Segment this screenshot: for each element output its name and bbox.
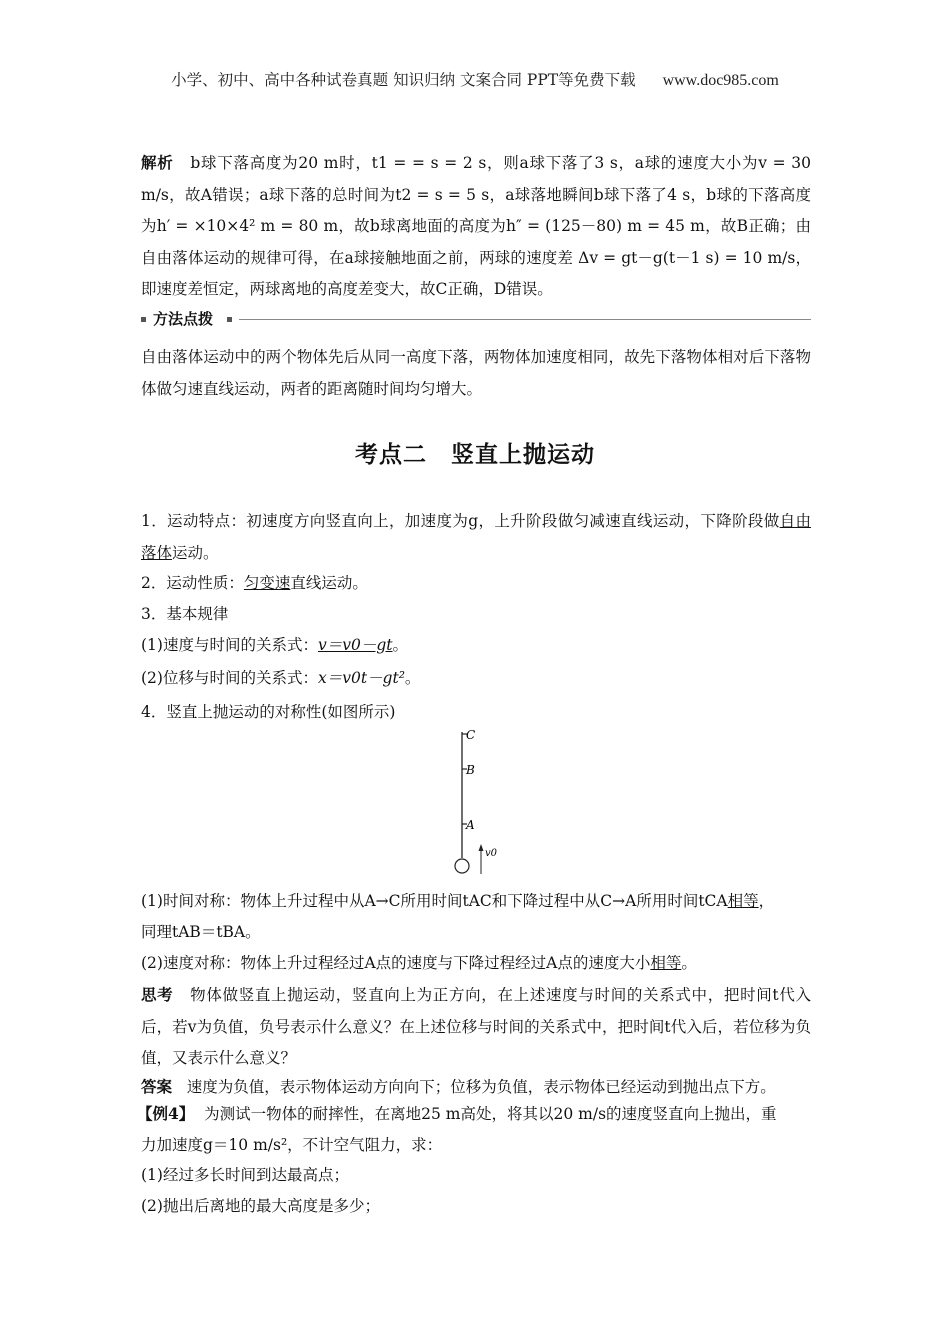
think-label: 思考 [141, 985, 174, 1004]
analysis-text-1: b球下落高度为20 m时，t1 = = s = 2 s，则a球下落了3 s，a球的速度大小为v = 30 m/s，故A错误； [141, 154, 812, 204]
method-text: 自由落体运动中的两个物体先后从同一高度下落，两物体加速度相同，故先下落物体相对后下落物体做匀速直线运动，两者的距离随时间均匀增大。 [141, 348, 811, 398]
analysis-label: 解析 [141, 153, 174, 172]
think-paragraph [141, 979, 811, 1075]
speed-symmetry-blank: 相等 [650, 954, 682, 972]
item-4: 4．竖直上抛运动的对称性(如图所示) [141, 703, 396, 721]
point-b-label: B [466, 763, 475, 777]
velocity-formula: v＝v0－gt [317, 636, 393, 654]
time-symmetry-cont: 同理tAB＝tBA。 [141, 923, 261, 941]
analysis-paragraph [141, 147, 811, 306]
speed-symmetry [141, 951, 697, 973]
item-2-blank: 匀变速 [243, 574, 291, 592]
formula-label: (2)位移与时间的关系式： [141, 669, 318, 687]
vertical-throw-diagram [440, 724, 520, 880]
analysis-text-2: a球下落的总时间为t2 = s = 5 s，a球落地瞬间b球下落了4 s，b球的下落高度为h′ = ×10×4² m = 80 m，故b球离地面的高度为h″ = (125－80) m = 45 m，故B正确； [141, 185, 811, 235]
punct: 。 [392, 636, 409, 654]
point-c-label: C [466, 728, 476, 742]
header-text: 小学、初中、高中各种试卷真题 知识归纳 文案合同 PPT等免费下载 [171, 71, 636, 89]
section-title: 考点二 竖直上抛运动 [355, 442, 595, 468]
answer-label: 答案 [141, 1077, 173, 1096]
item-2-end: 直线运动。 [290, 574, 368, 592]
item-2-text: 2．运动性质： [141, 574, 244, 592]
method-title: 方法点拨 [153, 308, 217, 329]
square-bullet-icon [141, 317, 146, 322]
item-1-text: 1．运动特点：初速度方向竖直向上，加速度为g，上升阶段做匀减速直线运动，下降阶段做 [141, 512, 780, 530]
time-symmetry-text: (1)时间对称：物体上升过程中从A→C所用时间tAC和下降过程中从C→A所用时间tCA [141, 892, 728, 910]
think-text: 物体做竖直上抛运动，竖直向上为正方向，在上述速度与时间的关系式中，把时间t代入后，若v为负值，负号表示什么意义？在上述位移与时间的关系式中，把时间t代入后，若位移为负值，又表示什么意义？ [141, 986, 812, 1067]
square-bullet-icon [227, 317, 232, 322]
point-a-label: A [466, 818, 475, 832]
time-symmetry [141, 889, 774, 911]
displacement-formula: x＝v0t－gt² [317, 669, 405, 687]
time-symmetry-blank: 相等 [727, 892, 759, 910]
item-3-1 [141, 633, 408, 655]
analysis-text-3: 由自由落体运动的规律可得，在a球接触地面之前，两球的速度差 Δv = gt－g(t－1 s) = 10 m/s，即速度差恒定，两球离地的高度差变大，故C正确，D错误。 [141, 217, 811, 298]
item-1-blank: 自由落体 [141, 512, 811, 562]
v0-label: v0 [485, 848, 498, 859]
page-header [0, 68, 950, 90]
punct: 。 [681, 954, 697, 972]
item-1-end: 运动。 [172, 543, 219, 562]
example-question-1: (1)经过多长时间到达最高点； [141, 1166, 349, 1184]
header-url[interactable]: www.doc985.com [662, 72, 779, 89]
example-label: 【例4】 [137, 1104, 195, 1123]
answer [141, 1075, 776, 1097]
example-line-1 [137, 1102, 777, 1124]
method-tips-heading [141, 308, 811, 332]
ball-icon [455, 859, 469, 873]
item-1 [141, 506, 811, 569]
item-3-2 [141, 666, 420, 688]
punct: 。 [404, 669, 421, 687]
example-line-2: 力加速度g＝10 m/s²，不计空气阻力，求： [141, 1136, 443, 1154]
divider [239, 319, 811, 320]
example-question-2: (2)抛出后离地的最大高度是多少； [141, 1197, 380, 1215]
answer-text: 速度为负值，表示物体运动方向向下；位移为负值，表示物体已经运动到抛出点下方。 [186, 1078, 776, 1096]
speed-symmetry-text: (2)速度对称：物体上升过程经过A点的速度与下降过程经过A点的速度大小 [141, 954, 651, 972]
formula-label: (1)速度与时间的关系式： [141, 636, 318, 654]
item-3: 3．基本规律 [141, 605, 229, 623]
punct: ， [758, 892, 775, 910]
item-2 [141, 571, 368, 593]
example-text-1: 为测试一物体的耐摔性，在离地25 m高处，将其以20 m/s的速度竖直向上抛出，重 [204, 1105, 777, 1123]
